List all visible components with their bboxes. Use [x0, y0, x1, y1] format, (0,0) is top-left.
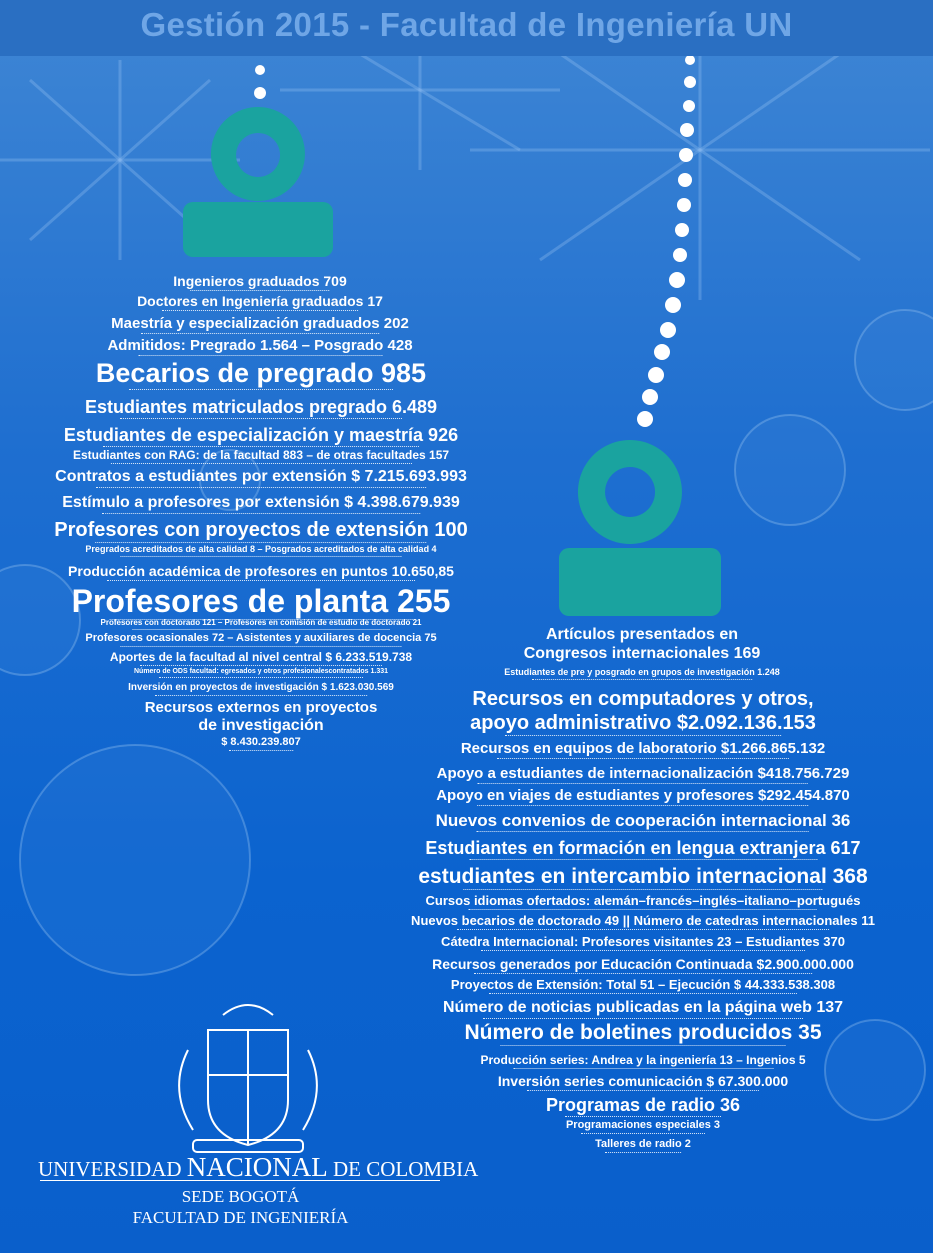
stat-line: Estudiantes de pre y posgrado en grupos de investigación 1.248 — [504, 668, 780, 680]
stat-line: Nuevos becarios de doctorado 49 || Número de catedras internacionales 11 — [411, 913, 875, 928]
stat-line: Recursos generados por Educación Continuada $2.900.000.000 — [432, 956, 854, 972]
university-main: NACIONAL — [186, 1152, 328, 1182]
stat-line: Pregrados acreditados de alta calidad 8 – Posgrados acreditados de alta calidad 4 — [85, 545, 436, 557]
university-suffix: DE COLOMBIA — [333, 1157, 479, 1181]
header-bar — [0, 0, 933, 56]
sede-label: SEDE BOGOTÁ — [181, 1187, 300, 1206]
stat-line: Número de boletines producidos 35 — [464, 1021, 822, 1044]
stat-line: Recursos externos en proyectos — [144, 699, 378, 716]
stat-line: Profesores de planta 255 — [71, 583, 451, 619]
faculty-label: FACULTAD DE INGENIERÍA — [132, 1208, 349, 1227]
stat-line: Estímulo a profesores por extensión $ 4.398.679.939 — [62, 495, 460, 514]
stat-line: Producción series: Andrea y la ingeniería 13 – Ingenios 5 — [480, 1053, 806, 1067]
stat-line: Estudiantes con RAG: de la facultad 883 – de otras facultades 157 — [72, 448, 450, 462]
stat-line: Número de noticias publicadas en la página web 137 — [443, 1000, 843, 1019]
stat-line: Congresos internacionales 169 — [523, 645, 761, 662]
stat-line: Maestría y especialización graduados 202 — [111, 315, 409, 332]
stat-line: Producción académica de profesores en puntos 10.650,85 — [68, 563, 454, 579]
stat-line: $ 8.430.239.807 — [221, 737, 301, 751]
stat-line: Profesores con proyectos de extensión 100 — [54, 519, 468, 541]
stat-line: Admitidos: Pregrado 1.564 – Posgrado 428 — [107, 337, 413, 354]
stat-line: Ingenieros graduados 709 — [173, 273, 347, 289]
stat-line: Recursos en computadores y otros, — [472, 688, 814, 710]
ornament-cap-icon — [183, 107, 333, 257]
stat-line: Profesores con doctorado 121 – Profesores en comisión de estudio de doctorado 21 — [101, 619, 422, 630]
stat-line: Cursos idiomas ofertados: alemán–francés–inglés–italiano–portugués — [425, 893, 861, 908]
stat-line: Proyectos de Extensión: Total 51 – Ejecución $ 44.333.538.308 — [450, 977, 836, 992]
stat-line: Estudiantes de especialización y maestría 926 — [63, 425, 459, 445]
stat-line: Estudiantes matriculados pregrado 6.489 — [84, 397, 438, 417]
stat-line: Doctores en Ingeniería graduados 17 — [137, 293, 383, 309]
coat-of-arms-icon — [179, 1005, 317, 1152]
page-title: Gestión 2015 - Facultad de Ingeniería UN — [140, 6, 793, 43]
stat-line: Nuevos convenios de cooperación internacional 36 — [435, 811, 851, 830]
stat-line: Programaciones especiales 3 — [566, 1120, 720, 1134]
stat-line: Inversión series comunicación $ 67.300.000 — [497, 1073, 789, 1089]
divider — [40, 1180, 440, 1181]
ornament-cap-icon — [559, 440, 721, 616]
stat-line: Número de ODS facultad: egresados y otros profesionalescontratados 1.331 — [134, 668, 388, 678]
stat-line: Apoyo a estudiantes de internacionalización $418.756.729 — [436, 765, 850, 782]
stat-line: de investigación — [198, 717, 324, 734]
stat-line: Apoyo en viajes de estudiantes y profesores $292.454.870 — [436, 787, 850, 804]
stat-line: estudiantes en intercambio internacional 368 — [418, 865, 868, 888]
stat-line: apoyo administrativo $2.092.136.153 — [470, 712, 816, 734]
university-prefix: UNIVERSIDAD — [38, 1157, 182, 1181]
stat-line: Talleres de radio 2 — [595, 1139, 691, 1153]
stat-line: Contratos a estudiantes por extensión $ 7.215.693.993 — [55, 469, 467, 488]
university-name — [38, 1152, 479, 1183]
stat-line: Cátedra Internacional: Profesores visitantes 23 – Estudiantes 370 — [441, 934, 845, 949]
stat-line: Profesores ocasionales 72 – Asistentes y auxiliares de docencia 75 — [85, 633, 436, 647]
stat-line: Estudiantes en formación en lengua extranjera 617 — [425, 838, 861, 858]
stat-line: Inversión en proyectos de investigación $ 1.623.030.569 — [128, 683, 394, 696]
stat-line: Aportes de la facultad al nivel central $ 6.233.519.738 — [109, 650, 413, 664]
stat-line: Programas de radio 36 — [545, 1095, 741, 1115]
stat-line: Becarios de pregrado 985 — [95, 358, 427, 388]
stat-line: Recursos en equipos de laboratorio $1.266.865.132 — [460, 740, 826, 757]
stat-line: Artículos presentados en — [545, 626, 739, 643]
